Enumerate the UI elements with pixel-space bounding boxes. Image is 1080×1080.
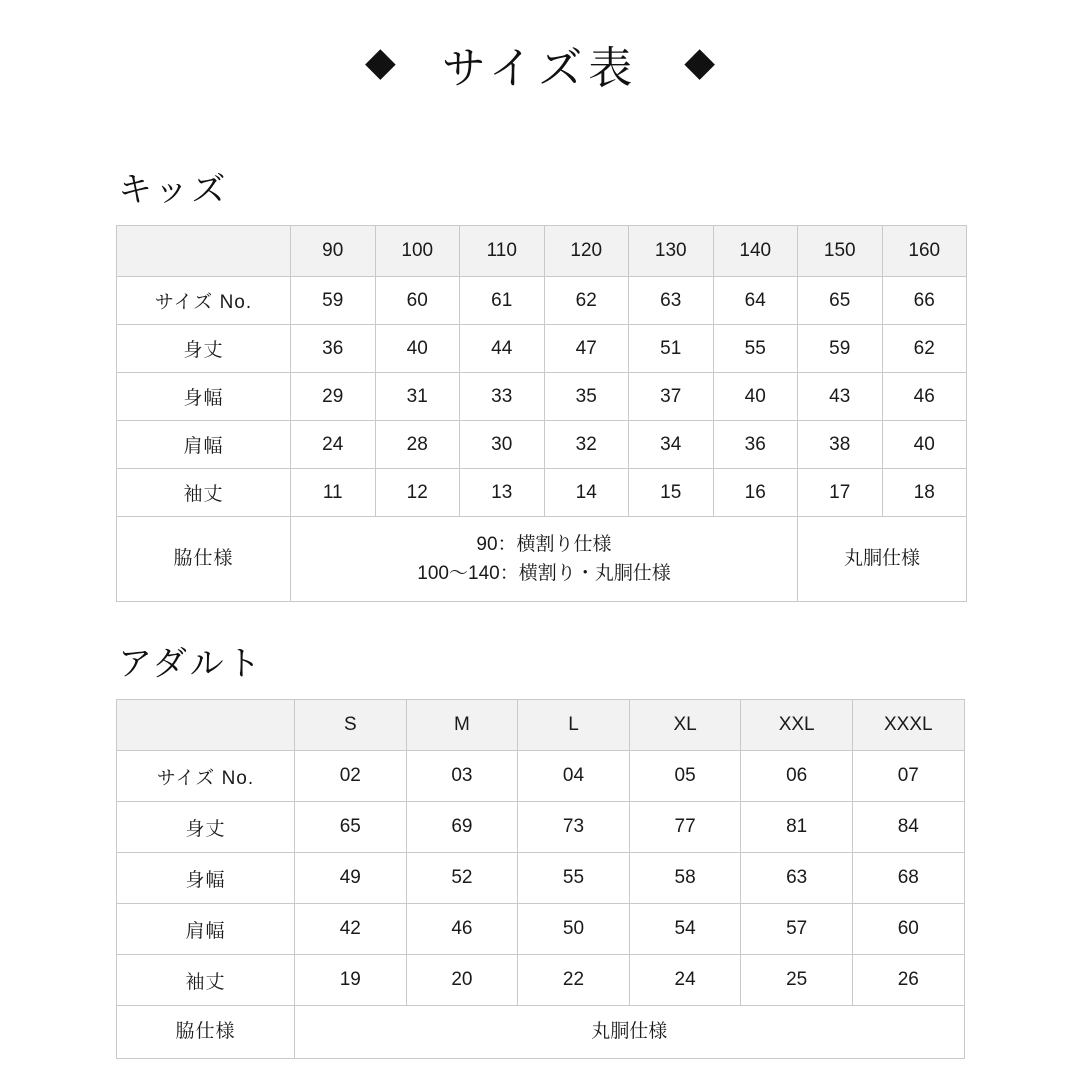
row-label: サイズ No. <box>117 277 291 325</box>
row-label: 肩幅 <box>117 904 295 955</box>
table-cell: 28 <box>375 421 460 469</box>
table-cell: 05 <box>629 751 741 802</box>
table-row <box>117 955 965 1006</box>
table-cell: 40 <box>375 325 460 373</box>
table-row <box>117 751 965 802</box>
table-cell: 50 <box>518 904 630 955</box>
table-cell: 55 <box>713 325 798 373</box>
table-cell: 11 <box>291 469 376 517</box>
diamond-right-icon: ◆ <box>684 40 715 84</box>
table-row <box>117 373 967 421</box>
table-cell: 38 <box>798 421 883 469</box>
table-cell: 32 <box>544 421 629 469</box>
column-header: L <box>518 700 630 751</box>
table-cell: 20 <box>406 955 518 1006</box>
table-cell: 19 <box>295 955 407 1006</box>
row-label: 肩幅 <box>117 421 291 469</box>
table-cell: 65 <box>798 277 883 325</box>
table-cell: 07 <box>852 751 964 802</box>
table-cell: 58 <box>629 853 741 904</box>
note-cell-side-spec <box>291 517 798 602</box>
row-label: 身幅 <box>117 853 295 904</box>
table-cell: 02 <box>295 751 407 802</box>
table-cell: 37 <box>629 373 714 421</box>
table-cell: 59 <box>291 277 376 325</box>
table-cell: 55 <box>518 853 630 904</box>
column-header: XXXL <box>852 700 964 751</box>
table-cell: 64 <box>713 277 798 325</box>
table-row <box>117 325 967 373</box>
row-label: 身丈 <box>117 325 291 373</box>
table-cell: 22 <box>518 955 630 1006</box>
table-cell: 54 <box>629 904 741 955</box>
table-header-row <box>117 226 967 277</box>
diamond-left-icon: ◆ <box>364 40 396 84</box>
note-line-1: 90：横割り仕様 <box>476 533 612 555</box>
table-cell: 15 <box>629 469 714 517</box>
table-cell: 60 <box>852 904 964 955</box>
note-cell-tubular: 丸胴仕様 <box>798 517 967 602</box>
row-label: 脇仕様 <box>117 1006 295 1059</box>
table-cell: 49 <box>295 853 407 904</box>
table-corner-cell <box>117 700 295 751</box>
table-cell: 25 <box>741 955 853 1006</box>
table-cell: 62 <box>544 277 629 325</box>
table-cell: 24 <box>291 421 376 469</box>
table-row <box>117 853 965 904</box>
table-cell: 42 <box>295 904 407 955</box>
table-cell: 77 <box>629 802 741 853</box>
column-header: M <box>406 700 518 751</box>
table-cell: 63 <box>629 277 714 325</box>
column-header: 150 <box>798 226 883 277</box>
table-cell: 30 <box>460 421 545 469</box>
table-cell: 68 <box>852 853 964 904</box>
table-cell: 17 <box>798 469 883 517</box>
table-cell: 36 <box>713 421 798 469</box>
table-header-row <box>117 700 965 751</box>
table-cell: 18 <box>882 469 967 517</box>
table-cell: 35 <box>544 373 629 421</box>
column-header: 140 <box>713 226 798 277</box>
table-cell: 31 <box>375 373 460 421</box>
page-title-text: サイズ表 <box>441 44 639 93</box>
row-label: 身幅 <box>117 373 291 421</box>
column-header: 110 <box>460 226 545 277</box>
table-row <box>117 469 967 517</box>
section-heading-adult: アダルト <box>118 645 264 683</box>
table-cell: 36 <box>291 325 376 373</box>
table-row <box>117 421 967 469</box>
table-cell: 40 <box>882 421 967 469</box>
adult-size-table <box>116 699 964 1059</box>
table-cell: 66 <box>882 277 967 325</box>
column-header: 90 <box>291 226 376 277</box>
table-cell: 61 <box>460 277 545 325</box>
table-cell: 57 <box>741 904 853 955</box>
table-cell: 60 <box>375 277 460 325</box>
table-cell: 43 <box>798 373 883 421</box>
table-cell: 46 <box>882 373 967 421</box>
table-cell: 14 <box>544 469 629 517</box>
note-line-2: 100〜140：横割り・丸胴仕様 <box>417 563 671 584</box>
page-title <box>0 0 1080 100</box>
table-cell: 84 <box>852 802 964 853</box>
table-cell: 59 <box>798 325 883 373</box>
table-cell: 51 <box>629 325 714 373</box>
table-cell: 73 <box>518 802 630 853</box>
row-label: サイズ No. <box>117 751 295 802</box>
note-cell-tubular: 丸胴仕様 <box>295 1006 965 1059</box>
table-row <box>117 802 965 853</box>
row-label: 脇仕様 <box>117 517 291 602</box>
table-note-row <box>117 517 967 602</box>
column-header: 120 <box>544 226 629 277</box>
column-header: S <box>295 700 407 751</box>
table-cell: 47 <box>544 325 629 373</box>
table-cell: 24 <box>629 955 741 1006</box>
kids-size-table <box>116 225 964 602</box>
row-label: 身丈 <box>117 802 295 853</box>
column-header: 130 <box>629 226 714 277</box>
table-cell: 03 <box>406 751 518 802</box>
table-cell: 65 <box>295 802 407 853</box>
row-label: 袖丈 <box>117 469 291 517</box>
table-cell: 40 <box>713 373 798 421</box>
table-cell: 81 <box>741 802 853 853</box>
table-cell: 06 <box>741 751 853 802</box>
table-cell: 34 <box>629 421 714 469</box>
table-cell: 26 <box>852 955 964 1006</box>
table-cell: 04 <box>518 751 630 802</box>
table-cell: 52 <box>406 853 518 904</box>
table-note-row <box>117 1006 965 1059</box>
table-row <box>117 904 965 955</box>
table-row <box>117 277 967 325</box>
column-header: 100 <box>375 226 460 277</box>
table-cell: 16 <box>713 469 798 517</box>
column-header: 160 <box>882 226 967 277</box>
table-cell: 62 <box>882 325 967 373</box>
column-header: XL <box>629 700 741 751</box>
table-cell: 12 <box>375 469 460 517</box>
table-cell: 44 <box>460 325 545 373</box>
row-label: 袖丈 <box>117 955 295 1006</box>
table-corner-cell <box>117 226 291 277</box>
section-heading-kids: キッズ <box>118 171 229 209</box>
table-cell: 63 <box>741 853 853 904</box>
table-cell: 69 <box>406 802 518 853</box>
table-cell: 46 <box>406 904 518 955</box>
table-cell: 33 <box>460 373 545 421</box>
column-header: XXL <box>741 700 853 751</box>
table-cell: 13 <box>460 469 545 517</box>
table-cell: 29 <box>291 373 376 421</box>
